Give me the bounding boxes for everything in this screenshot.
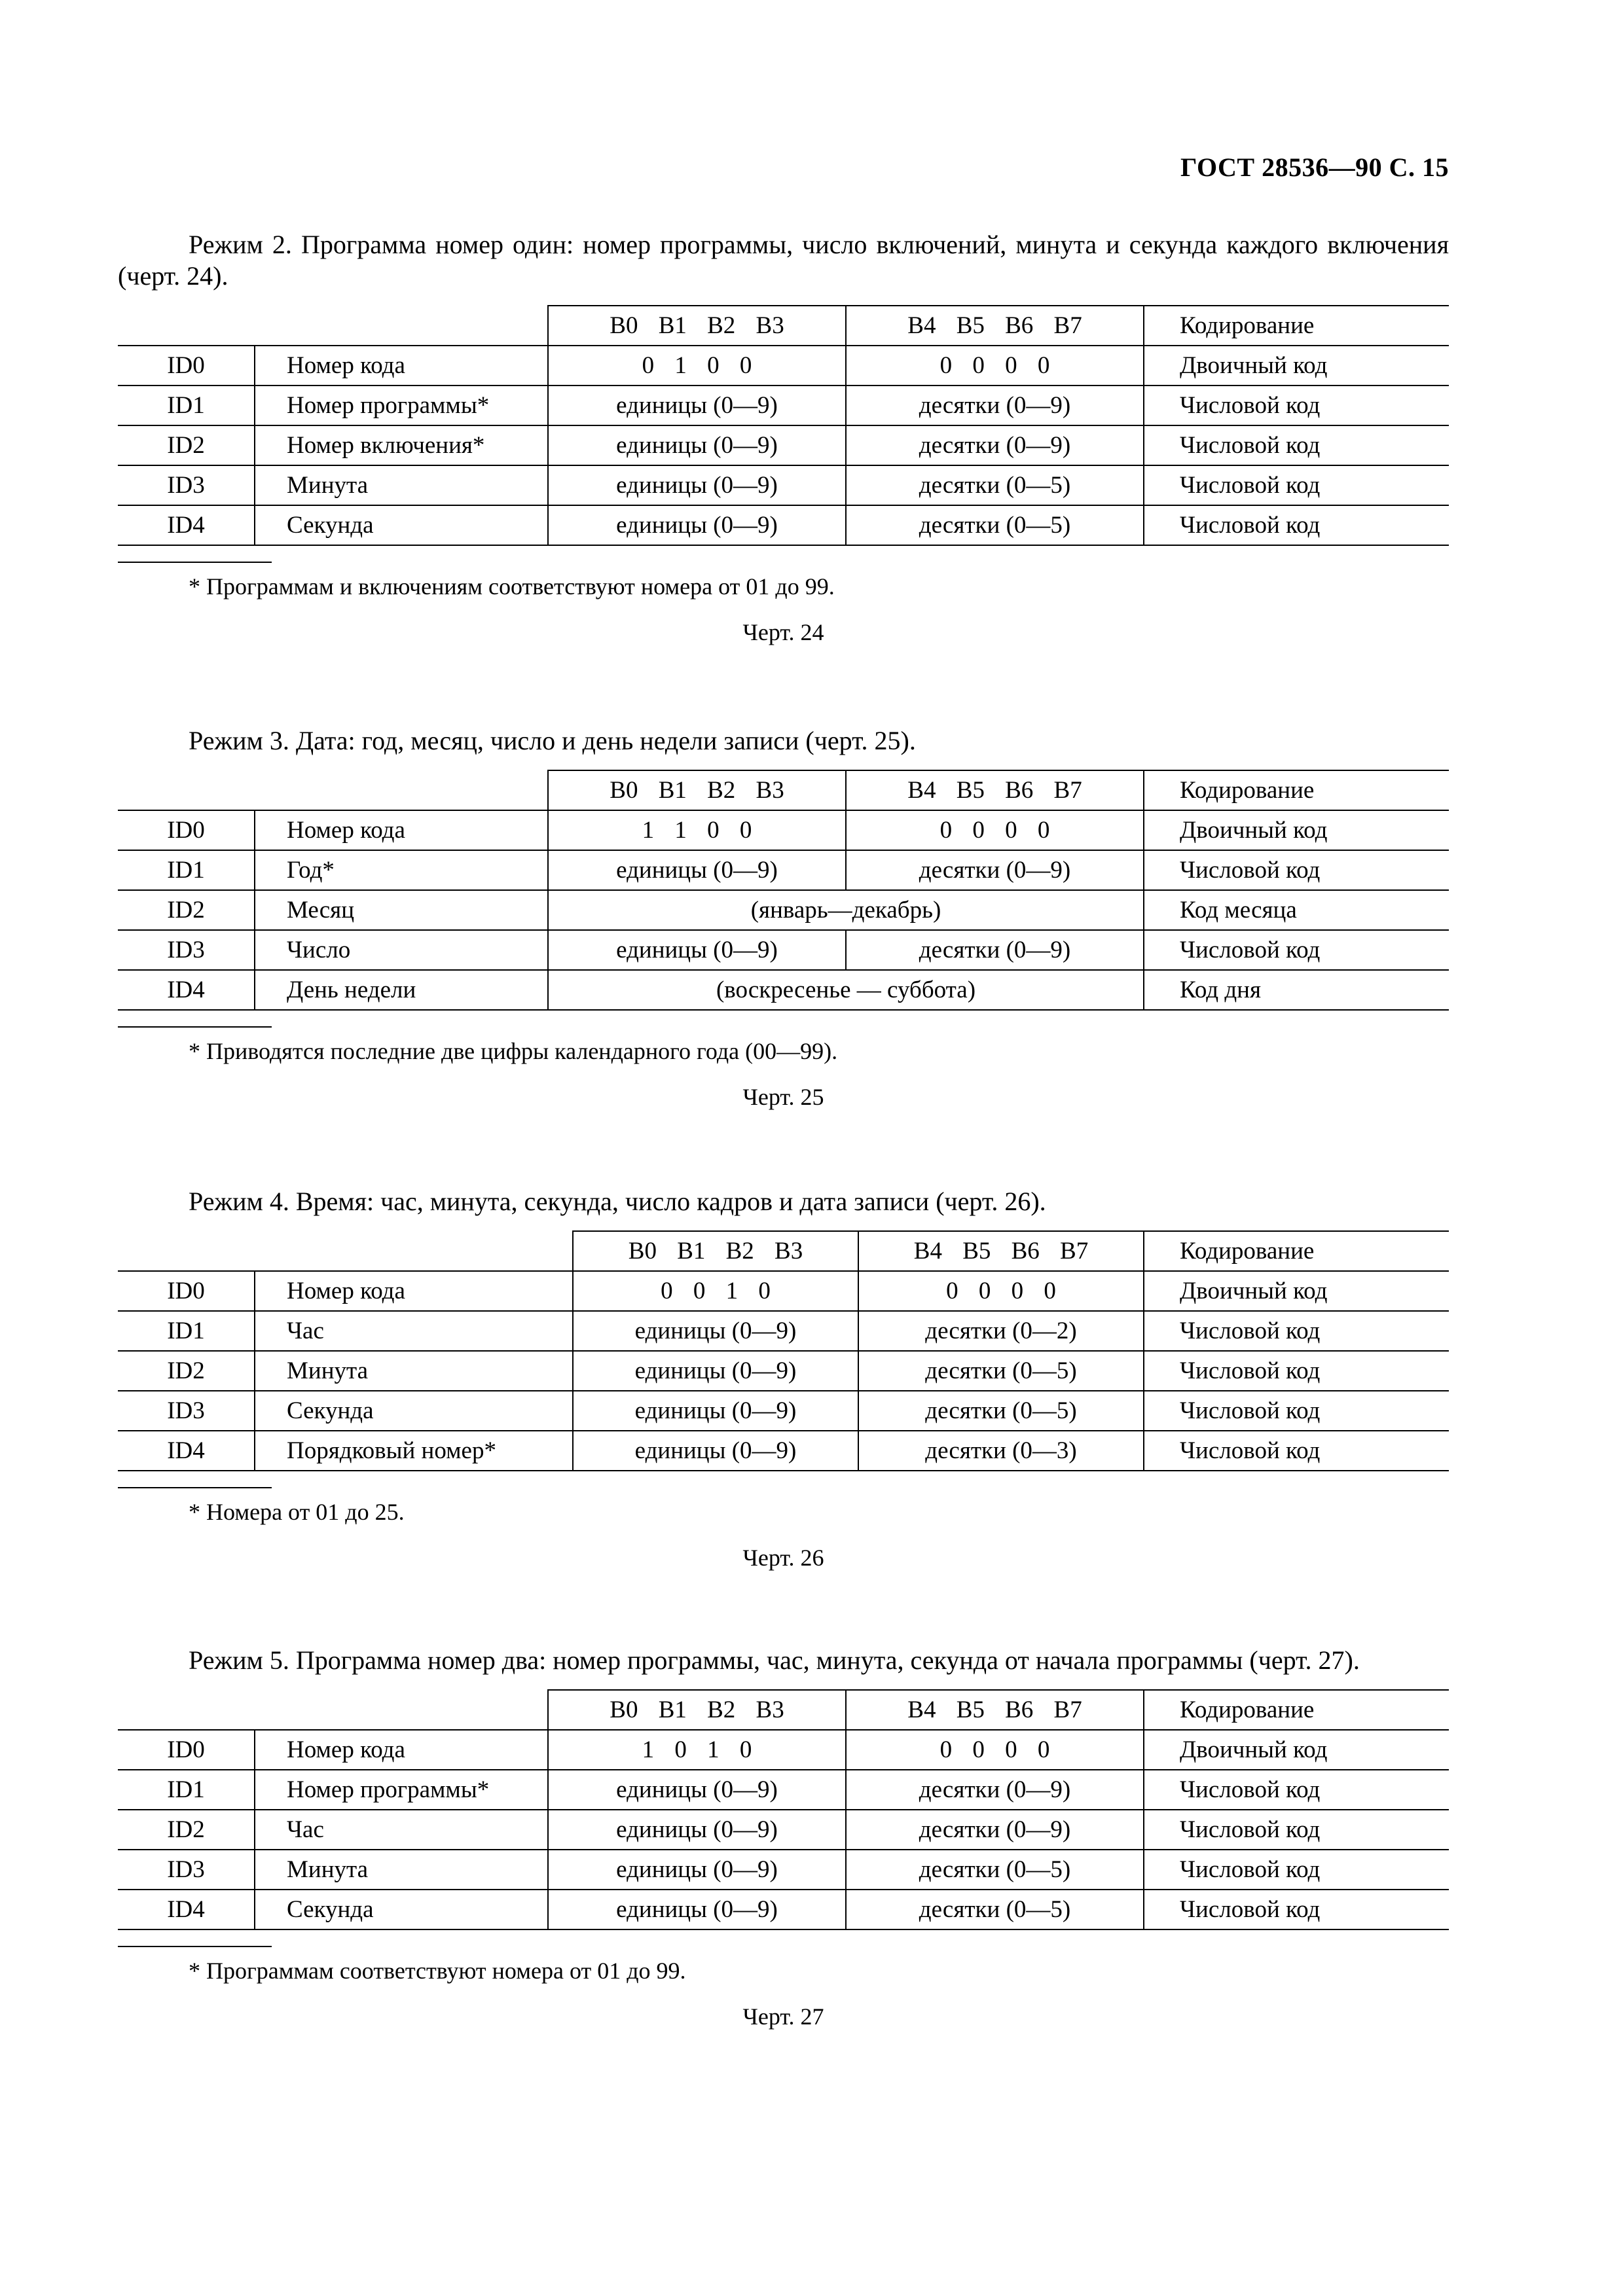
row-name: Минута	[255, 1351, 573, 1391]
row-name: Число	[255, 930, 548, 970]
figure-caption: Черт. 27	[742, 2003, 824, 2030]
row-bits-high: десятки (0—9)	[846, 425, 1144, 465]
row-bits-low: единицы (0—9)	[548, 1890, 846, 1929]
footnote-divider	[118, 1946, 272, 1947]
column-header-encoding: Кодирование	[1144, 1231, 1449, 1271]
table-row	[118, 930, 1449, 970]
row-bits-low: единицы (0—9)	[573, 1391, 858, 1431]
footnote-divider	[118, 562, 272, 563]
row-bits-low: единицы (0—9)	[548, 505, 846, 545]
row-encoding: Код дня	[1144, 970, 1449, 1010]
row-name: Секунда	[255, 1890, 548, 1929]
row-id: ID0	[118, 1730, 255, 1770]
footnote-divider	[118, 1487, 272, 1488]
row-id: ID2	[118, 425, 255, 465]
row-bits-high: десятки (0—5)	[846, 465, 1144, 505]
row-encoding: Числовой код	[1144, 1810, 1449, 1850]
row-bits-high: десятки (0—5)	[846, 1850, 1144, 1890]
table-row	[118, 386, 1449, 425]
row-bits-low: единицы (0—9)	[548, 1770, 846, 1810]
row-merged-value: (январь—декабрь)	[548, 890, 1144, 930]
row-bits-high: десятки (0—3)	[858, 1431, 1144, 1471]
row-bits-low: единицы (0—9)	[548, 425, 846, 465]
page-header: ГОСТ 28536—90 С. 15	[1180, 152, 1449, 182]
row-id: ID3	[118, 930, 255, 970]
footnote: * Приводятся последние две цифры календарного года (00—99).	[189, 1038, 838, 1064]
row-id: ID3	[118, 465, 255, 505]
row-bits-low: 1 0 1 0	[548, 1730, 846, 1770]
row-id: ID4	[118, 1431, 255, 1471]
row-bits-high: десятки (0—9)	[846, 1810, 1144, 1850]
row-id: ID1	[118, 1311, 255, 1351]
code-table	[118, 1689, 1449, 1930]
table-row	[118, 1770, 1449, 1810]
row-name: Номер включения*	[255, 425, 548, 465]
row-encoding: Числовой код	[1144, 1351, 1449, 1391]
footnote: * Программам соответствуют номера от 01 до 99.	[189, 1958, 686, 1984]
table-row	[118, 1810, 1449, 1850]
table-row	[118, 425, 1449, 465]
row-bits-high: десятки (0—9)	[846, 930, 1144, 970]
row-encoding: Числовой код	[1144, 1431, 1449, 1471]
row-id: ID2	[118, 890, 255, 930]
row-encoding: Числовой код	[1144, 465, 1449, 505]
table-row	[118, 1730, 1449, 1770]
figure-caption: Черт. 25	[742, 1084, 824, 1110]
row-name: Номер кода	[255, 346, 548, 386]
row-encoding: Числовой код	[1144, 1311, 1449, 1351]
column-header-b-low: B0 B1 B2 B3	[548, 770, 846, 810]
row-bits-high: 0 0 0 0	[846, 810, 1144, 850]
table-row	[118, 1271, 1449, 1311]
table-row	[118, 1850, 1449, 1890]
row-bits-low: 0 0 1 0	[573, 1271, 858, 1311]
row-name: Порядковый номер*	[255, 1431, 573, 1471]
section-mode-3	[118, 725, 1449, 1111]
row-name: Секунда	[255, 1391, 573, 1431]
row-bits-high: десятки (0—9)	[846, 386, 1144, 425]
row-bits-low: единицы (0—9)	[548, 1850, 846, 1890]
row-name: Номер кода	[255, 1271, 573, 1311]
column-header-b-high: B4 B5 B6 B7	[846, 770, 1144, 810]
row-encoding: Двоичный код	[1144, 1271, 1449, 1311]
section-intro: Режим 3. Дата: год, месяц, число и день недели записи (черт. 25).	[189, 726, 916, 755]
row-bits-high: десятки (0—5)	[846, 1890, 1144, 1929]
section-mode-2	[118, 229, 1449, 647]
section-intro: Режим 4. Время: час, минута, секунда, число кадров и дата записи (черт. 26).	[189, 1187, 1046, 1216]
section-intro: Режим 5. Программа номер два: номер программы, час, минута, секунда от начала программы (черт. 27).	[189, 1645, 1360, 1675]
row-encoding: Код месяца	[1144, 890, 1449, 930]
row-id: ID1	[118, 850, 255, 890]
column-header-b-low: B0 B1 B2 B3	[573, 1231, 858, 1271]
row-id: ID1	[118, 386, 255, 425]
section-intro: Режим 2. Программа номер один: номер программы, число включений, минута и секунда каждого включения (черт. 24).	[118, 230, 1449, 291]
table-row	[118, 505, 1449, 545]
row-id: ID1	[118, 1770, 255, 1810]
row-bits-high: десятки (0—9)	[846, 1770, 1144, 1810]
row-encoding: Числовой код	[1144, 505, 1449, 545]
row-encoding: Числовой код	[1144, 850, 1449, 890]
row-encoding: Двоичный код	[1144, 810, 1449, 850]
row-name: Секунда	[255, 505, 548, 545]
row-bits-low: единицы (0—9)	[573, 1311, 858, 1351]
row-bits-high: десятки (0—9)	[846, 850, 1144, 890]
row-id: ID4	[118, 1890, 255, 1929]
column-header-b-high: B4 B5 B6 B7	[858, 1231, 1144, 1271]
row-merged-value: (воскресенье — суббота)	[548, 970, 1144, 1010]
row-encoding: Числовой код	[1144, 1890, 1449, 1929]
table-row	[118, 1890, 1449, 1929]
row-encoding: Двоичный код	[1144, 1730, 1449, 1770]
code-table	[118, 1230, 1449, 1471]
row-name: Час	[255, 1311, 573, 1351]
row-encoding: Числовой код	[1144, 930, 1449, 970]
footnote: * Номера от 01 до 25.	[189, 1499, 405, 1525]
row-encoding: Числовой код	[1144, 386, 1449, 425]
row-encoding: Числовой код	[1144, 1850, 1449, 1890]
row-name: Номер программы*	[255, 386, 548, 425]
footnote: * Программам и включениям соответствуют номера от 01 до 99.	[189, 573, 835, 600]
row-name: Час	[255, 1810, 548, 1850]
row-bits-low: 1 1 0 0	[548, 810, 846, 850]
column-header-encoding: Кодирование	[1144, 306, 1449, 346]
row-encoding: Двоичный код	[1144, 346, 1449, 386]
table-row	[118, 810, 1449, 850]
code-table	[118, 770, 1449, 1011]
footnote-divider	[118, 1026, 272, 1028]
code-table	[118, 305, 1449, 546]
row-bits-high: десятки (0—5)	[858, 1351, 1144, 1391]
figure-caption: Черт. 26	[742, 1545, 824, 1571]
row-id: ID0	[118, 1271, 255, 1311]
row-name: Номер кода	[255, 1730, 548, 1770]
row-id: ID2	[118, 1810, 255, 1850]
row-name: День недели	[255, 970, 548, 1010]
row-bits-high: десятки (0—5)	[846, 505, 1144, 545]
row-id: ID0	[118, 810, 255, 850]
row-bits-low: единицы (0—9)	[548, 465, 846, 505]
column-header-encoding: Кодирование	[1144, 1690, 1449, 1730]
table-row	[118, 850, 1449, 890]
row-bits-high: 0 0 0 0	[858, 1271, 1144, 1311]
table-row	[118, 890, 1449, 930]
table-row	[118, 1431, 1449, 1471]
row-bits-low: единицы (0—9)	[573, 1431, 858, 1471]
row-bits-high: 0 0 0 0	[846, 346, 1144, 386]
column-header-b-high: B4 B5 B6 B7	[846, 306, 1144, 346]
figure-caption: Черт. 24	[742, 619, 824, 645]
row-id: ID2	[118, 1351, 255, 1391]
row-bits-high: 0 0 0 0	[846, 1730, 1144, 1770]
row-name: Минута	[255, 465, 548, 505]
row-name: Год*	[255, 850, 548, 890]
table-row	[118, 970, 1449, 1010]
row-bits-low: 0 1 0 0	[548, 346, 846, 386]
column-header-b-low: B0 B1 B2 B3	[548, 1690, 846, 1730]
row-bits-low: единицы (0—9)	[573, 1351, 858, 1391]
section-mode-5	[118, 1645, 1449, 2031]
row-id: ID4	[118, 505, 255, 545]
row-name: Месяц	[255, 890, 548, 930]
row-bits-low: единицы (0—9)	[548, 1810, 846, 1850]
column-header-encoding: Кодирование	[1144, 770, 1449, 810]
row-bits-high: десятки (0—2)	[858, 1311, 1144, 1351]
row-bits-high: десятки (0—5)	[858, 1391, 1144, 1431]
row-id: ID3	[118, 1391, 255, 1431]
column-header-b-low: B0 B1 B2 B3	[548, 306, 846, 346]
table-row	[118, 1351, 1449, 1391]
row-name: Номер кода	[255, 810, 548, 850]
row-id: ID0	[118, 346, 255, 386]
table-row	[118, 465, 1449, 505]
row-encoding: Числовой код	[1144, 1391, 1449, 1431]
row-id: ID4	[118, 970, 255, 1010]
row-bits-low: единицы (0—9)	[548, 386, 846, 425]
table-row	[118, 346, 1449, 386]
row-encoding: Числовой код	[1144, 425, 1449, 465]
column-header-b-high: B4 B5 B6 B7	[846, 1690, 1144, 1730]
row-name: Номер программы*	[255, 1770, 548, 1810]
row-name: Минута	[255, 1850, 548, 1890]
row-id: ID3	[118, 1850, 255, 1890]
row-bits-low: единицы (0—9)	[548, 850, 846, 890]
row-encoding: Числовой код	[1144, 1770, 1449, 1810]
table-row	[118, 1391, 1449, 1431]
table-row	[118, 1311, 1449, 1351]
row-bits-low: единицы (0—9)	[548, 930, 846, 970]
section-mode-4	[118, 1186, 1449, 1572]
